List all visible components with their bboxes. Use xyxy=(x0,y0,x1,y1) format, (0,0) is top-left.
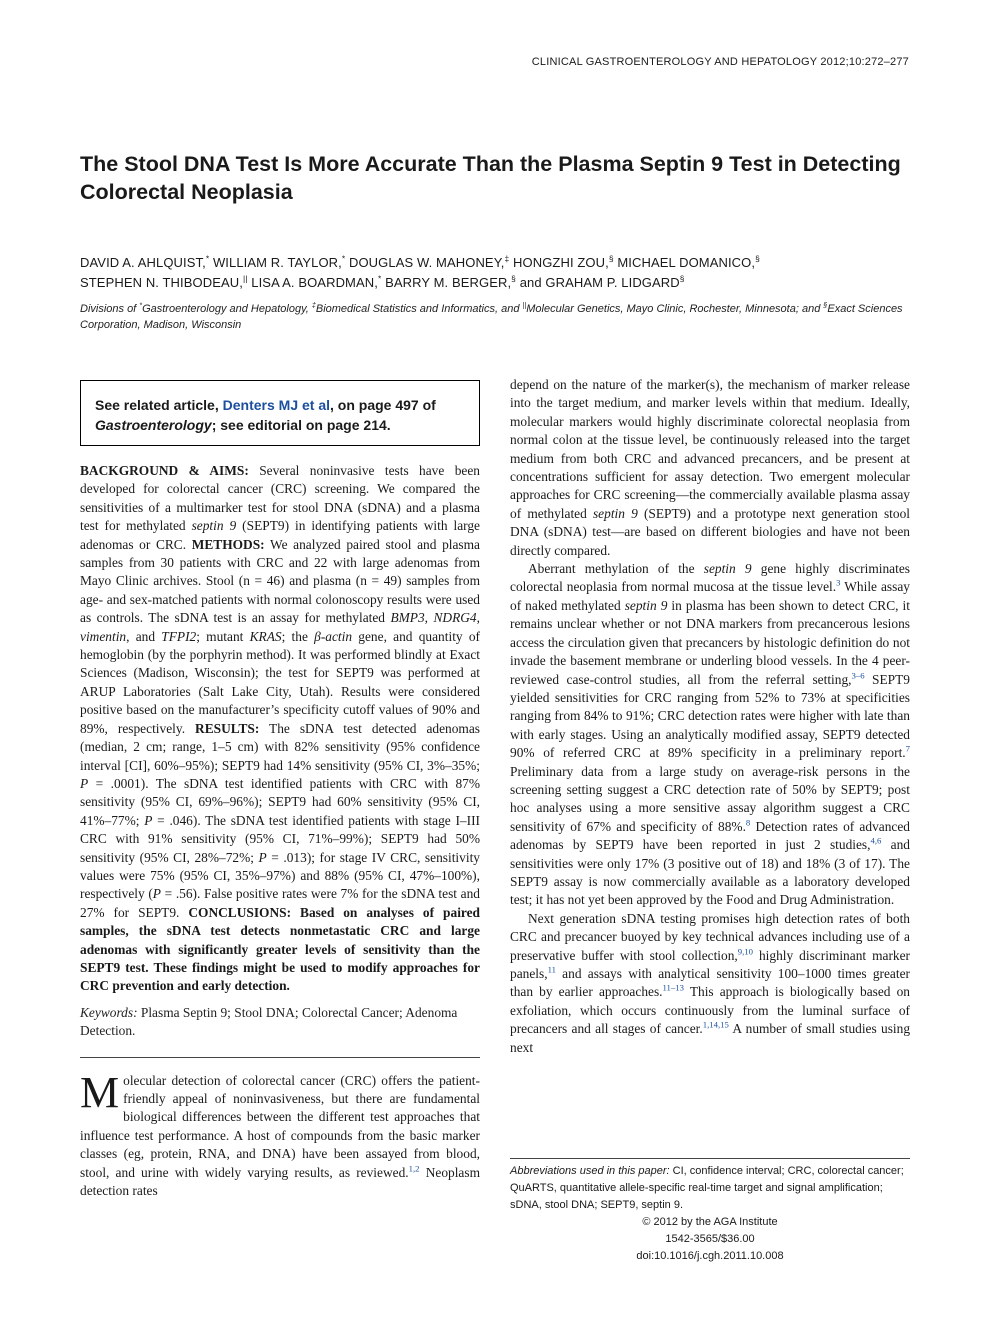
abstract xyxy=(80,462,480,996)
gene-name: septin 9 xyxy=(191,518,237,534)
gene-name: septin 9 xyxy=(624,597,668,613)
citation-link[interactable]: 11–13 xyxy=(662,982,684,993)
related-article-link[interactable]: Denters MJ et al xyxy=(222,397,331,413)
citation-link[interactable]: 1,14,15 xyxy=(702,1019,729,1030)
author-mark: § xyxy=(755,253,760,264)
author-list xyxy=(80,253,920,293)
affiliation-mark: || xyxy=(522,301,527,310)
keywords xyxy=(80,1004,480,1041)
body-paragraph xyxy=(510,910,910,1057)
abstract-methods-heading: METHODS: xyxy=(191,536,265,552)
body-paragraph xyxy=(510,560,910,910)
body-text: A number of small studies using next xyxy=(510,1021,911,1055)
related-text: ; see editorial on page 214. xyxy=(211,417,391,433)
abstract-text: Several noninvasive tests have been developed for colorectal cancer (CRC) screening. We compared the sensitivities of a multimarker test for stool DNA (sDNA) and a plasma test for methylated xyxy=(80,463,480,534)
abstract-text: , xyxy=(476,610,480,626)
drop-cap: M xyxy=(80,1067,120,1117)
right-column xyxy=(510,376,910,1057)
author-name: STEPHEN N. THIBODEAU, xyxy=(80,275,243,290)
affiliation-text: Gastroenterology and Hepatology, xyxy=(142,303,312,315)
author-name: MICHAEL DOMANICO, xyxy=(617,255,756,270)
body-text: While assay of naked methylated xyxy=(510,579,910,613)
affiliation-text: Biomedical Statistics and Informatics, and xyxy=(315,303,523,315)
issn: 1542-3565/$36.00 xyxy=(665,1233,755,1245)
body-text: Preliminary data from a large study on average-risk persons in the screening setting suggest a CRC detection rate of 50% by SEPT9; post hoc analyses using a more sensitive assay algorithm suggest a CRC sensitivity of 67% and specificity of 88%. xyxy=(510,763,910,834)
author-name: DOUGLAS W. MAHONEY, xyxy=(348,255,505,270)
author-line-2 xyxy=(80,273,920,293)
body-text: olecular detection of colorectal cancer (CRC) offers the patient-friendly appeal of noninvasiveness, but there are fundamental biological differences between the different test approaches that influence test performance. A host of compounds from the basic marker classes (eg, protein, RNA, and DNA) have been assayed from blood, stool, and urine with widely varying results, as reviewed. xyxy=(80,1072,480,1180)
author-name: HONGZHI ZOU, xyxy=(513,255,609,270)
author-mark: § xyxy=(511,273,516,284)
author-mark: § xyxy=(679,273,685,284)
abbreviations-text: CI, confidence interval; CRC, colorectal cancer; QuARTS, quantitative allele-specific real-time target and signal amplification; sDNA, stool DNA; SEPT9, septin 9. xyxy=(510,1165,904,1211)
affiliations xyxy=(80,301,920,333)
p-symbol: P xyxy=(152,886,161,902)
body-text: Neoplasm detection rates xyxy=(80,1164,480,1199)
abstract-conclusions-heading: CONCLUSIONS: xyxy=(188,904,292,920)
author-name: LISA A. BOARDMAN, xyxy=(251,275,378,290)
p-symbol: P xyxy=(258,849,267,865)
author-name: DAVID A. AHLQUIST, xyxy=(80,255,206,270)
citation-link[interactable]: 4,6 xyxy=(870,835,882,846)
body-text: (SEPT9) and a prototype next generation stool DNA (sDNA) test—are based on different biologies and have not been directly compared. xyxy=(510,505,910,558)
citation-link[interactable]: 3–6 xyxy=(851,670,865,681)
body-text: This approach is biologically based on exfoliation, which occurs continuously from the luminal surface of precancers and all stages of cancer. xyxy=(510,984,910,1037)
body-text: and assays with analytical sensitivity 100–1000 times greater than by earlier approaches. xyxy=(510,966,910,1000)
abstract-text: , and xyxy=(126,628,162,644)
citation-link[interactable]: 3 xyxy=(836,578,841,588)
author-mark: || xyxy=(242,273,248,284)
article-title: The Stool DNA Test Is More Accurate Than the Plasma Septin 9 Test in Detecting Colorectal Neoplasia xyxy=(80,152,901,204)
body-paragraph xyxy=(510,376,910,560)
body-text: Aberrant methylation of the xyxy=(528,561,704,577)
gene-name: BMP3 xyxy=(390,610,425,626)
abstract-conclusions-text: Based on analyses of paired samples, the sDNA test detects nonmetastatic CRC and large adenomas with significantly greater levels of sensitivity than the SEPT9 test. These findings might be used to modify approaches for CRC prevention and early detection. xyxy=(80,904,481,994)
body-text: and sensitivities were only 17% (3 positive out of 18) and 18% (3 of 17). The SEPT9 assay is now commercially available as a laboratory developed test; it has not yet been approved by the Food and Drug Administration. xyxy=(510,837,910,908)
author-name: WILLIAM R. TAYLOR, xyxy=(212,255,342,270)
section-divider xyxy=(80,1057,480,1058)
author-mark: § xyxy=(608,253,614,264)
abstract-text: = .046). The sDNA test identified patients with stage I–III CRC with 91% sensitivity (95% CI, 71%–99%); SEPT9 had 50% sensitivity (95% CI, 28%–72%; xyxy=(80,812,480,865)
body-text: gene highly discriminates colorectal neoplasia from normal mucosa at the tissue level. xyxy=(510,561,910,595)
affiliation-mark: ‡ xyxy=(311,301,316,310)
abbreviations xyxy=(510,1163,910,1214)
author-mark: ‡ xyxy=(504,253,510,264)
body-text: highly discriminant marker panels, xyxy=(510,947,910,981)
doi[interactable]: doi:10.1016/j.cgh.2011.10.008 xyxy=(636,1250,784,1262)
affiliation-text: Divisions of xyxy=(80,303,140,315)
abstract-text: (SEPT9) in identifying patients with large adenomas or CRC. xyxy=(80,518,480,552)
author-mark: * xyxy=(377,273,382,284)
author-mark: * xyxy=(205,253,210,264)
gene-name: β-actin xyxy=(314,628,353,644)
footnote-block xyxy=(510,1158,910,1265)
body-text: depend on the nature of the marker(s), the mechanism of marker release into the target medium, and marker levels within that medium. Ideally, molecular markers would highly discriminate colorectal neoplasia from normal colon at the tissue level, be continuously released into the target medium from both CRC and advanced precancers, and be present at concentrations sufficient for assay detection. Two emergent molecular approaches for CRC screening—the commercially available plasma assay of methylated xyxy=(510,377,910,521)
affiliation-mark: * xyxy=(139,301,143,310)
affiliation-mark: § xyxy=(823,301,828,310)
gene-name: KRAS xyxy=(249,628,282,644)
gene-name: septin 9 xyxy=(592,505,638,521)
related-article-box xyxy=(80,380,480,446)
author-mark: * xyxy=(341,253,346,264)
abstract-text: , xyxy=(424,610,434,626)
gene-name: septin 9 xyxy=(703,561,752,577)
body-paragraph xyxy=(80,1067,480,1201)
author-name: and GRAHAM P. LIDGARD xyxy=(519,275,680,290)
gene-name: vimentin xyxy=(80,628,127,644)
citation-link[interactable]: 9,10 xyxy=(737,946,754,957)
abstract-text: = .56). False positive rates were 7% for the sDNA test and 27% for SEPT9. xyxy=(80,886,480,920)
affiliation-text: Molecular Genetics, Mayo Clinic, Rochester, Minnesota; and xyxy=(526,303,824,315)
p-symbol: P xyxy=(144,812,153,828)
citation-link[interactable]: 8 xyxy=(745,817,751,828)
abstract-text: ; mutant xyxy=(196,628,250,644)
copyright: © 2012 by the AGA Institute xyxy=(642,1216,778,1228)
citation-link[interactable]: 7 xyxy=(905,743,910,754)
abstract-text: = .0001). The sDNA test identified patients with CRC with 87% sensitivity (95% CI, 69%–96%); SEPT9 had 60% sensitivity (95% CI, 41%–77%; xyxy=(80,775,480,828)
abstract-text: gene, and quantity of hemoglobin (by the porphyrin method). It was performed blindly at Exact Sciences (Madison, Wisconsin); the test for SEPT9 was performed at ARUP Laboratories (Salt Lake City, Utah). Results were considered positive based on the manufacturer’s specificity cutoff values of 90% and 89%, respectively. xyxy=(80,628,480,736)
body-text: SEPT9 yielded sensitivities for CRC ranging from 52% to 73% at specificities ranging from 84% to 91%; CRC detection rates were higher with late than with early stages. Using an analytically modified assay, SEPT9 detected 90% of referred CRC at 89% specificity in a preliminary report. xyxy=(510,671,910,761)
left-column xyxy=(80,380,480,1200)
abbreviations-label: Abbreviations used in this paper: xyxy=(510,1165,670,1177)
abstract-results-heading: RESULTS: xyxy=(195,720,260,736)
keywords-label: Keywords: xyxy=(80,1004,138,1020)
abstract-text: ; the xyxy=(281,628,315,644)
running-head: CLINICAL GASTROENTEROLOGY AND HEPATOLOGY 2012;10:272–277 xyxy=(531,56,909,68)
body-text: in plasma has been shown to detect CRC, it remains unclear whether or not DNA markers from precancerous lesions access the circulation given that precancers by histologic definition do not invade the basement membrane or underling blood vessels. In the 4 peer-reviewed case-control studies, all from the referral setting, xyxy=(510,597,910,687)
affiliation-text: Exact Sciences Corporation, Madison, Wisconsin xyxy=(80,303,903,331)
gene-name: NDRG4 xyxy=(433,610,477,626)
related-text: See related article, xyxy=(95,397,223,413)
related-text: , on page 497 of xyxy=(330,397,436,413)
citation-link[interactable]: 11 xyxy=(547,964,556,975)
abstract-text: The sDNA test detected adenomas (median, 2 cm; range, 1–5 cm) with 82% sensitivity (95% confidence interval [CI], 60%–95%); SEPT9 had 14% sensitivity (95% CI, 3%–35%; xyxy=(80,720,480,773)
abstract-text: We analyzed paired stool and plasma samples from 30 patients with CRC and 22 with large adenomas from Mayo Clinic archives. Stool (n = 46) and plasma (n = 49) samples from age- and sex-matched patients with normal colonoscopy results were used as controls. The sDNA test is an assay for methylated xyxy=(80,536,480,626)
author-line-1 xyxy=(80,253,920,273)
abstract-background-heading: BACKGROUND & AIMS: xyxy=(80,463,249,478)
keywords-text: Plasma Septin 9; Stool DNA; Colorectal Cancer; Adenoma Detection. xyxy=(80,1004,458,1039)
p-symbol: P xyxy=(80,775,89,791)
body-text: Detection rates of advanced adenomas by SEPT9 have been reported in just 2 studies, xyxy=(510,818,910,853)
author-name: BARRY M. BERGER, xyxy=(385,275,512,290)
gene-name: TFPI2 xyxy=(161,628,197,644)
body-text: Next generation sDNA testing promises high detection rates of both CRC and precancer buoyed by key technical advances including use of a preservative buffer with stool collection, xyxy=(510,910,910,963)
citation-link[interactable]: 1,2 xyxy=(408,1163,420,1174)
related-journal: Gastroenterology xyxy=(95,417,212,433)
abstract-text: = .013); for stage IV CRC, sensitivity values were 75% (95% CI, 35%–97%) and 88% (95% CI, 47%–100%), respectively ( xyxy=(80,849,480,902)
